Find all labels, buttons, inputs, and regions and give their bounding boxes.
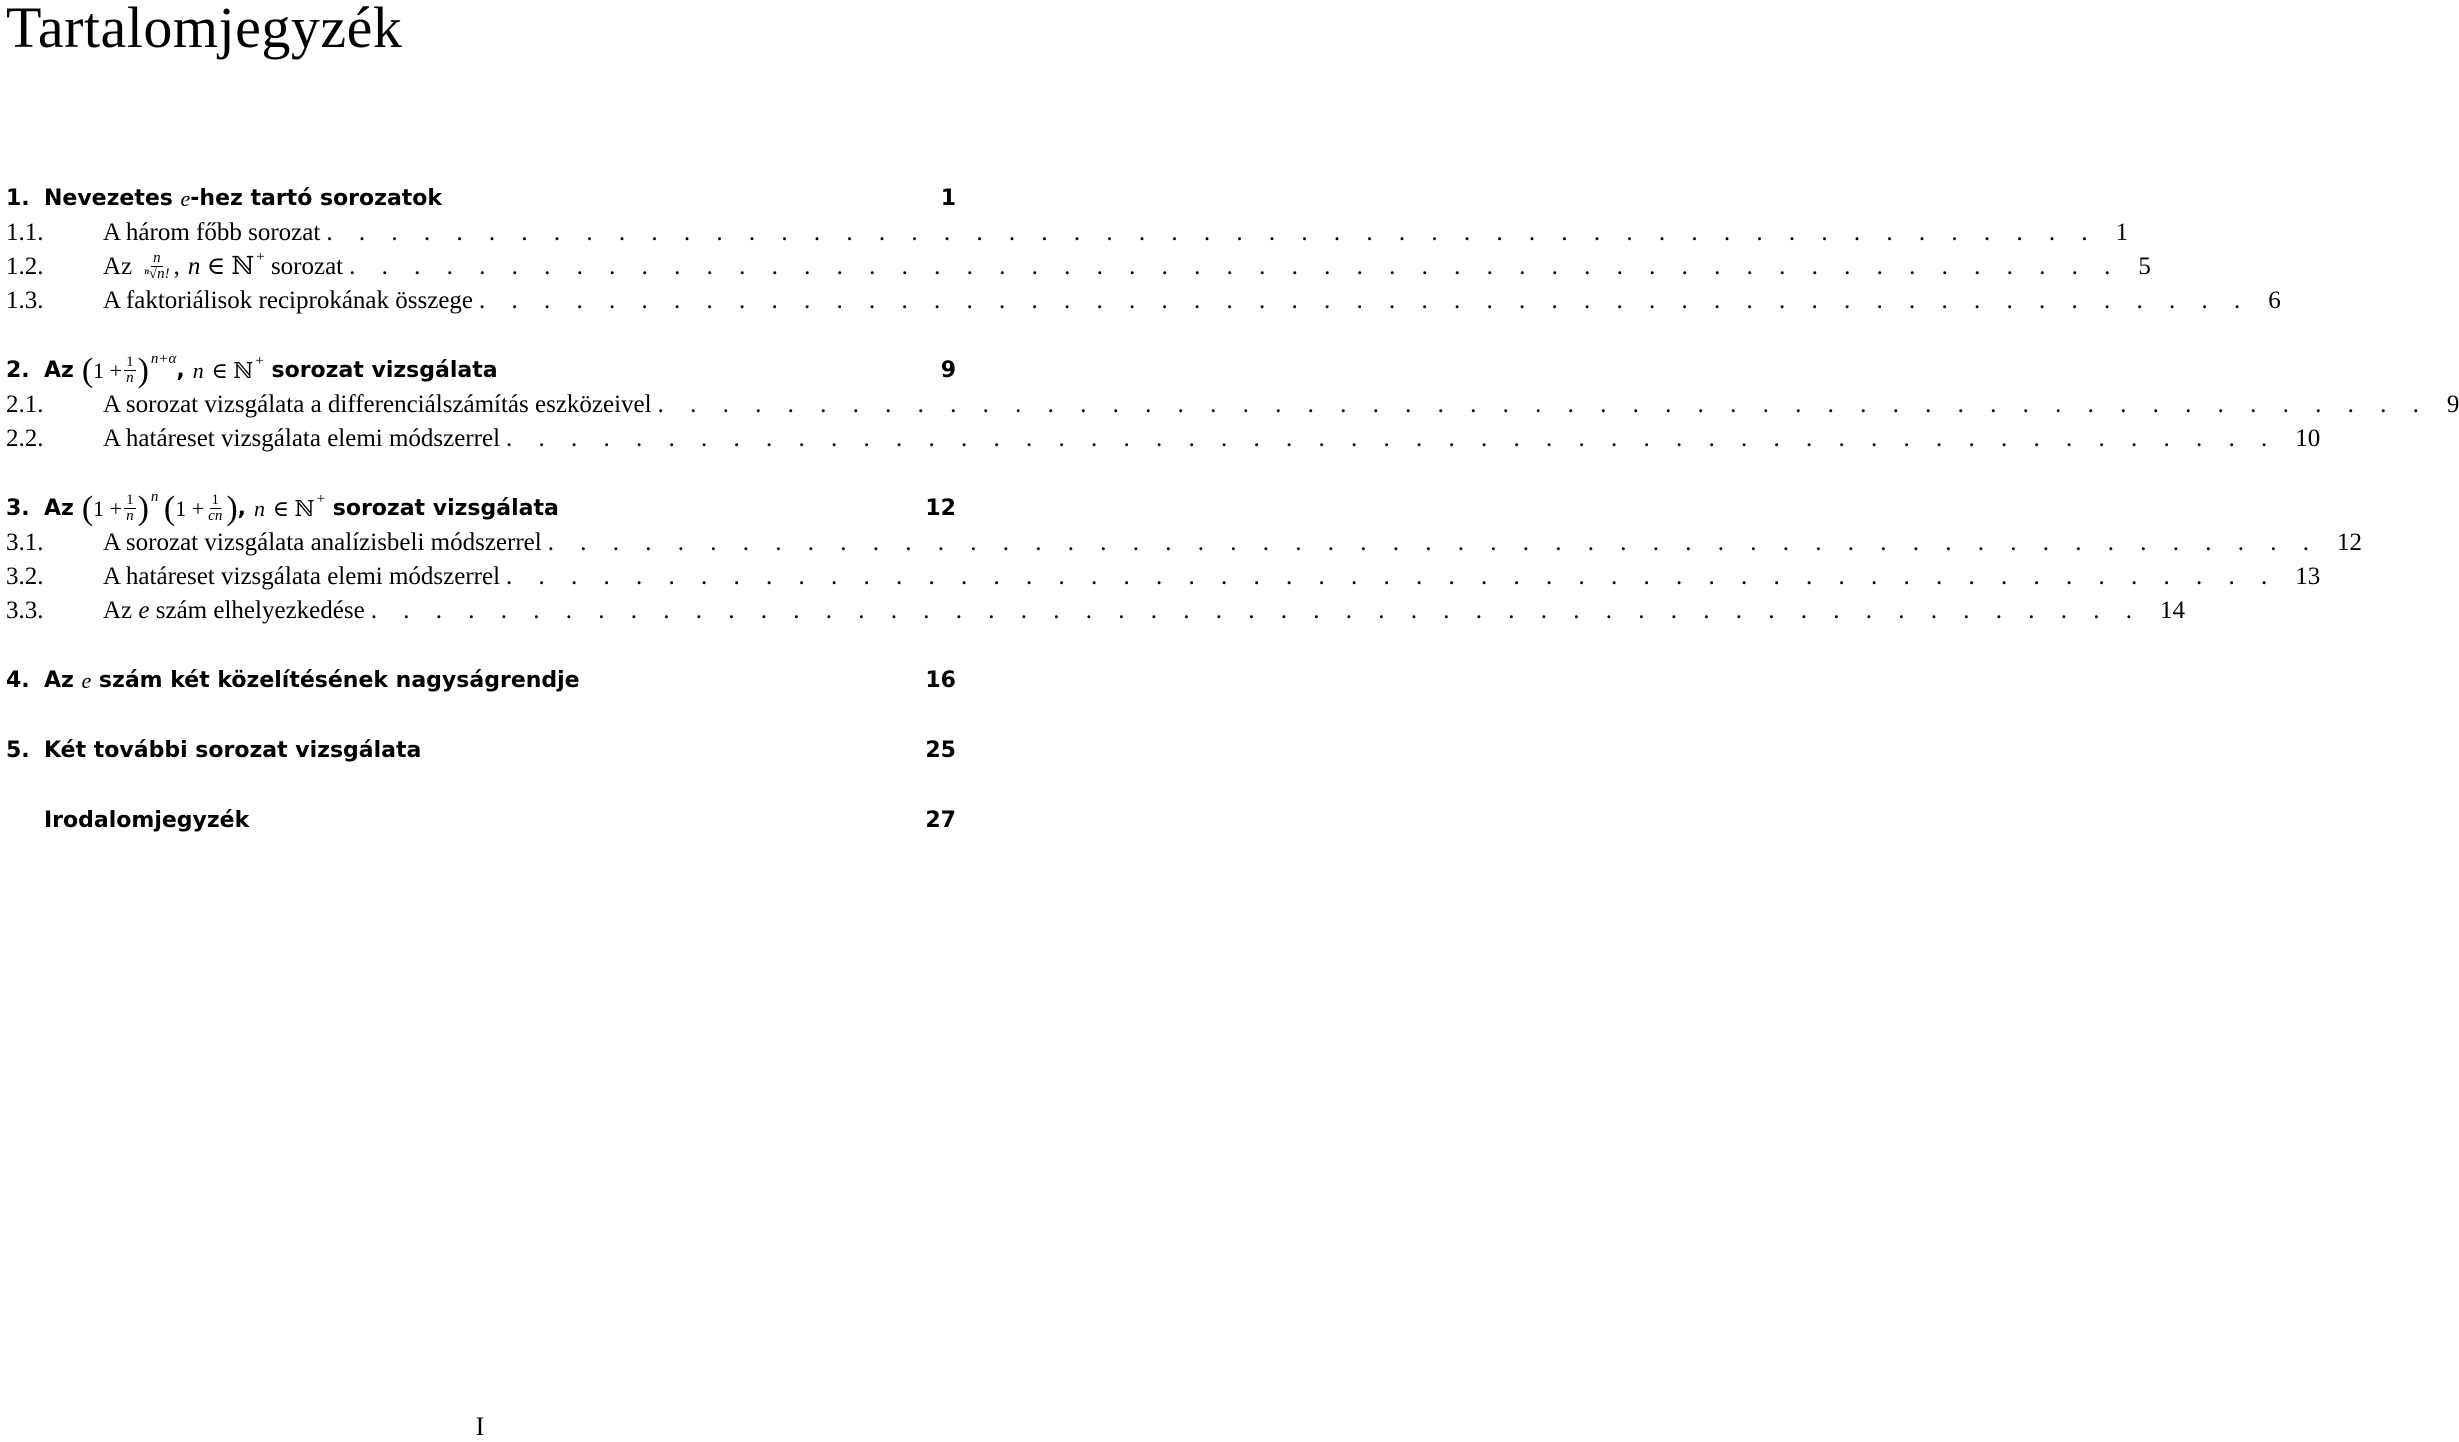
toc-title: Az e szám két közelítésének nagyságrendje xyxy=(44,668,580,693)
toc-number: 3. xyxy=(6,496,30,521)
toc-title: A határeset vizsgálata elemi módszerrel xyxy=(103,425,501,452)
toc-number: 3.2. xyxy=(6,563,44,590)
toc-title: A sorozat vizsgálata analízisbeli módszerrel xyxy=(103,529,542,556)
toc-title: A határeset vizsgálata elemi módszerrel xyxy=(103,563,501,590)
toc-page-number: 12 xyxy=(2336,529,2362,556)
toc-entry-section-1-2[interactable] xyxy=(6,246,2151,282)
toc-leader: . . . . . . . . . . . . . . . . . . . . . . . . . . . . . . . . . . . . . . . . . . . . . . . . . . . . . . . xyxy=(547,529,2319,556)
toc-number: 3.1. xyxy=(6,529,44,556)
formula: ( 1 + $\frac{1}{n}$ ) n+α xyxy=(81,350,177,389)
toc-entry-section-2-2[interactable] xyxy=(6,418,2321,454)
toc-entry-section-1-3[interactable] xyxy=(6,280,2281,316)
toc-page-number: 6 xyxy=(2268,287,2281,314)
toc-title: Az ( 1 + $\frac{1}{n}$ ) n ( 1 + $\frac{1}{cn}$ ) , n ∈ ℕ + sorozat vizsgálata xyxy=(44,488,559,527)
toc-page-number: 25 xyxy=(925,738,956,763)
toc-entry-chapter-3[interactable] xyxy=(6,488,956,527)
toc-entry-chapter-1[interactable] xyxy=(6,178,956,214)
toc-leader: . . . . . . . . . . . . . . . . . . . . . . . . . . . . . . . . . . . . . . . . . . . . . . . . . . . . . . . xyxy=(657,391,2429,418)
toc-entry-section-1-1[interactable] xyxy=(6,212,2129,248)
page-number-footer: I xyxy=(475,1412,485,1441)
toc-page-number: 12 xyxy=(925,496,956,521)
toc-number: 1.1. xyxy=(6,219,44,246)
toc-entry-section-3-3[interactable] xyxy=(6,590,2185,626)
toc-page-number: 16 xyxy=(925,668,956,693)
toc-entry-section-3-1[interactable] xyxy=(6,522,2362,558)
toc-page-number: 9 xyxy=(940,358,956,383)
toc-page-number: 1 xyxy=(940,186,956,211)
toc-number: 1. xyxy=(6,186,30,211)
toc-leader: . . . . . . . . . . . . . . . . . . . . . . . . . . . . . . . . . . . . . . . . . . . . . . . . . . . . . . . xyxy=(479,287,2251,314)
toc-page-number: 14 xyxy=(2159,597,2185,624)
toc-leader: . . . . . . . . . . . . . . . . . . . . . . . . . . . . . . . . . . . . . . . . . . . . . . . . . . . . . . . xyxy=(506,563,2278,590)
toc-entry-chapter-4[interactable] xyxy=(6,660,956,696)
toc-page-number: 1 xyxy=(2115,219,2129,246)
toc-title: Az ( 1 + $\frac{1}{n}$ ) n+α , n ∈ ℕ + sorozat vizsgálata xyxy=(44,350,498,389)
toc-leader: . . . . . . . . . . . . . . . . . . . . . . . . . . . . . . . . . . . . . . . . . . . . . . . . . . . . . . . xyxy=(506,425,2278,452)
page-title: Tartalomjegyzék xyxy=(6,0,403,60)
toc-entry-chapter-5[interactable] xyxy=(6,730,956,766)
toc-title: A három főbb sorozat xyxy=(103,219,321,246)
toc-title: Irodalomjegyzék xyxy=(44,808,250,833)
toc-title: Nevezetes e -hez tartó sorozatok xyxy=(44,186,443,211)
toc-entry-bibliography[interactable] xyxy=(6,800,956,836)
toc-page-number: 5 xyxy=(2138,253,2151,280)
fraction-formula: $\frac{n}{\text{ⁿ√n!}}$ xyxy=(144,250,170,282)
toc-number: 1.3. xyxy=(6,287,44,314)
toc-entry-section-3-2[interactable] xyxy=(6,556,2321,592)
toc-number: 2. xyxy=(6,358,30,383)
toc-leader: . . . . . . . . . . . . . . . . . . . . . . . . . . . . . . . . . . . . . . . . . . . . . . . . . . . . . . . xyxy=(349,253,2121,280)
toc-page-number: 13 xyxy=(2295,563,2321,590)
toc-entry-chapter-2[interactable] xyxy=(6,350,956,389)
toc-title: Az e szám elhelyezkedése xyxy=(103,597,365,624)
toc-entry-section-2-1[interactable] xyxy=(6,384,2459,420)
toc-title: Két további sorozat vizsgálata xyxy=(44,738,422,763)
toc-leader: . . . . . . . . . . . . . . . . . . . . . . . . . . . . . . . . . . . . . . . . . . . . . . . . . . . . . . . xyxy=(370,597,2142,624)
toc-leader: . . . . . . . . . . . . . . . . . . . . . . . . . . . . . . . . . . . . . . . . . . . . . . . . . . . . . . . xyxy=(326,219,2098,246)
formula: ( 1 + $\frac{1}{n}$ ) n ( 1 + $\frac{1}{cn}$ ) xyxy=(81,488,238,527)
toc-number: 3.3. xyxy=(6,597,44,624)
toc-title: Az $\frac{n}{\text{ⁿ√n!}}$ , n ∈ ℕ + sorozat xyxy=(103,249,344,282)
toc-number: 2.2. xyxy=(6,425,44,452)
toc-number: 2.1. xyxy=(6,391,44,418)
toc-page-number: 27 xyxy=(925,808,956,833)
toc-number: 5. xyxy=(6,738,30,763)
toc-page-number: 10 xyxy=(2295,425,2321,452)
toc-number: 4. xyxy=(6,668,30,693)
toc-number: 1.2. xyxy=(6,253,44,280)
toc-title: A sorozat vizsgálata a differenciálszámítás eszközeivel xyxy=(103,391,652,418)
toc-title: A faktoriálisok reciprokának összege xyxy=(103,287,474,314)
toc-page-number: 9 xyxy=(2446,391,2459,418)
